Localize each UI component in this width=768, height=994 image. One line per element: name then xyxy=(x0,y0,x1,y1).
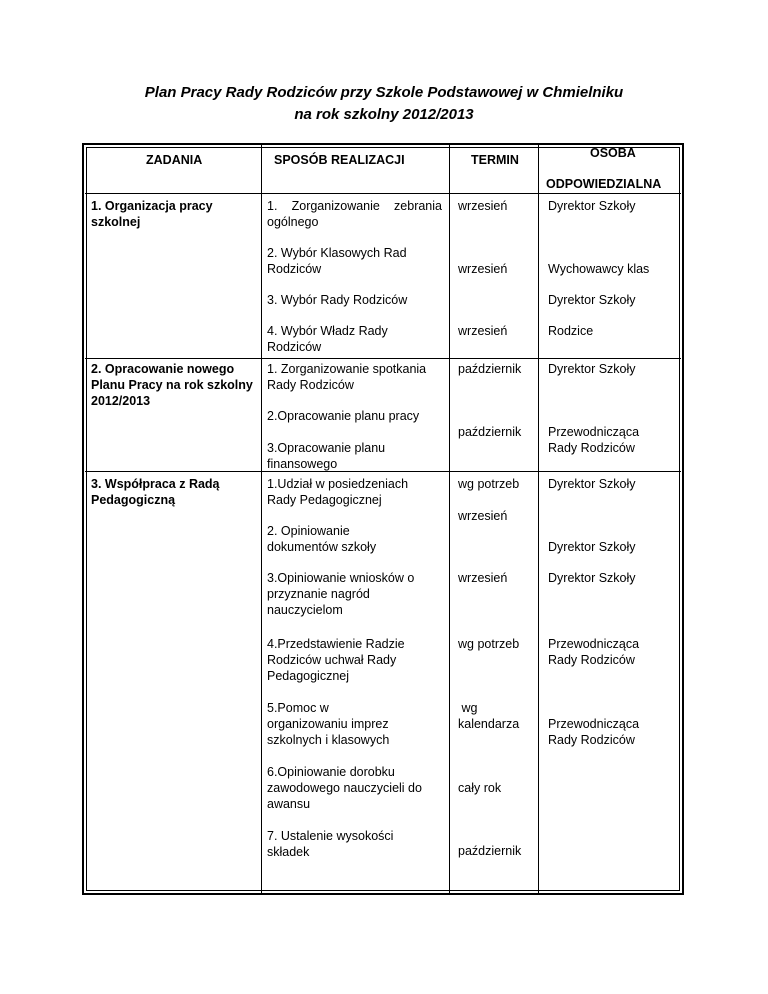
item-1-4-text: 4. Wybór Władz Rady Rodziców xyxy=(267,324,388,354)
item-1-3-text: 3. Wybór Rady Rodziców xyxy=(267,293,408,307)
item-1-3-osoba: Dyrektor Szkoły xyxy=(548,293,636,307)
item-3-1-text: 1.Udział w posiedzeniach Rady Pedagogicznej xyxy=(267,477,409,507)
header-sposob-realizacji: SPOSÓB REALIZACJI xyxy=(274,153,405,167)
item-3-6-termin: cały rok xyxy=(458,781,502,795)
item-1-2-text: 2. Wybór Klasowych Rad Rodziców xyxy=(267,246,407,276)
item-3-2-termin: wrzesień xyxy=(458,509,508,523)
task-3: 3. Współpraca z Radą Pedagogiczną xyxy=(91,477,220,507)
item-3-3-termin: wrzesień xyxy=(458,571,508,585)
item-1-1-termin: wrzesień xyxy=(458,199,508,213)
task-2: 2. Opracowanie nowego Planu Pracy na rok szkolny 2012/2013 xyxy=(91,362,253,408)
item-1-1-text-2: ogólnego xyxy=(267,215,319,229)
header-osoba: OSOBA xyxy=(590,146,636,160)
item-1-1-text: 1. Zorganizowanie zebrania xyxy=(267,199,442,213)
item-3-4-text: 4.Przedstawienie Radzie Rodziców uchwał Rady Pedagogicznej xyxy=(267,637,405,683)
item-3-5-osoba: Przewodnicząca Rady Rodziców xyxy=(548,717,640,747)
header-divider xyxy=(85,193,681,194)
item-2-2-termin: październik xyxy=(458,425,522,439)
column-divider-2 xyxy=(449,145,450,893)
item-1-4-termin: wrzesień xyxy=(458,324,508,338)
section-divider-1 xyxy=(85,358,681,359)
item-3-7-text: 7. Ustalenie wysokości składek xyxy=(267,829,394,859)
item-3-5-termin: wg kalendarza xyxy=(458,701,520,731)
item-3-1-osoba: Dyrektor Szkoły xyxy=(548,477,636,491)
item-2-1-termin: październik xyxy=(458,362,522,376)
item-2-3-text: 3.Opracowanie planu finansowego xyxy=(267,441,386,471)
document-title-line2: na rok szkolny 2012/2013 xyxy=(294,106,474,123)
header-termin: TERMIN xyxy=(471,153,519,167)
item-2-1-text: 1. Zorganizowanie spotkania Rady Rodziców xyxy=(267,362,427,392)
header-odpowiedzialna: ODPOWIEDZIALNA xyxy=(546,177,662,191)
item-3-1-termin: wg potrzeb xyxy=(458,477,520,491)
item-3-2-text: 2. Opiniowanie dokumentów szkoły xyxy=(267,524,377,554)
item-3-7-termin: październik xyxy=(458,844,522,858)
item-1-1-osoba: Dyrektor Szkoły xyxy=(548,199,636,213)
item-3-2-osoba: Dyrektor Szkoły xyxy=(548,540,636,554)
item-3-3-text: 3.Opiniowanie wniosków o przyznanie nagród nauczycielom xyxy=(267,571,415,617)
item-3-4-osoba: Przewodnicząca Rady Rodziców xyxy=(548,637,640,667)
item-3-3-osoba: Dyrektor Szkoły xyxy=(548,571,636,585)
item-3-4-termin: wg potrzeb xyxy=(458,637,520,651)
task-1: 1. Organizacja pracy szkolnej xyxy=(91,199,213,229)
item-2-1-osoba: Dyrektor Szkoły xyxy=(548,362,636,376)
header-zadania: ZADANIA xyxy=(146,153,203,167)
column-divider-1 xyxy=(261,145,262,893)
item-2-2-osoba: Przewodnicząca Rady Rodziców xyxy=(548,425,640,455)
column-divider-3 xyxy=(538,145,539,893)
item-3-6-text: 6.Opiniowanie dorobku zawodowego nauczycieli do awansu xyxy=(267,765,422,811)
item-1-2-osoba: Wychowawcy klas xyxy=(548,262,650,276)
item-3-5-text: 5.Pomoc w organizowaniu imprez szkolnych i klasowych xyxy=(267,701,390,747)
item-2-2-text: 2.Opracowanie planu pracy xyxy=(267,409,420,423)
document-title-line1: Plan Pracy Rady Rodziców przy Szkole Podstawowej w Chmielniku xyxy=(144,84,624,101)
item-1-2-termin: wrzesień xyxy=(458,262,508,276)
item-1-4-osoba: Rodzice xyxy=(548,324,594,338)
